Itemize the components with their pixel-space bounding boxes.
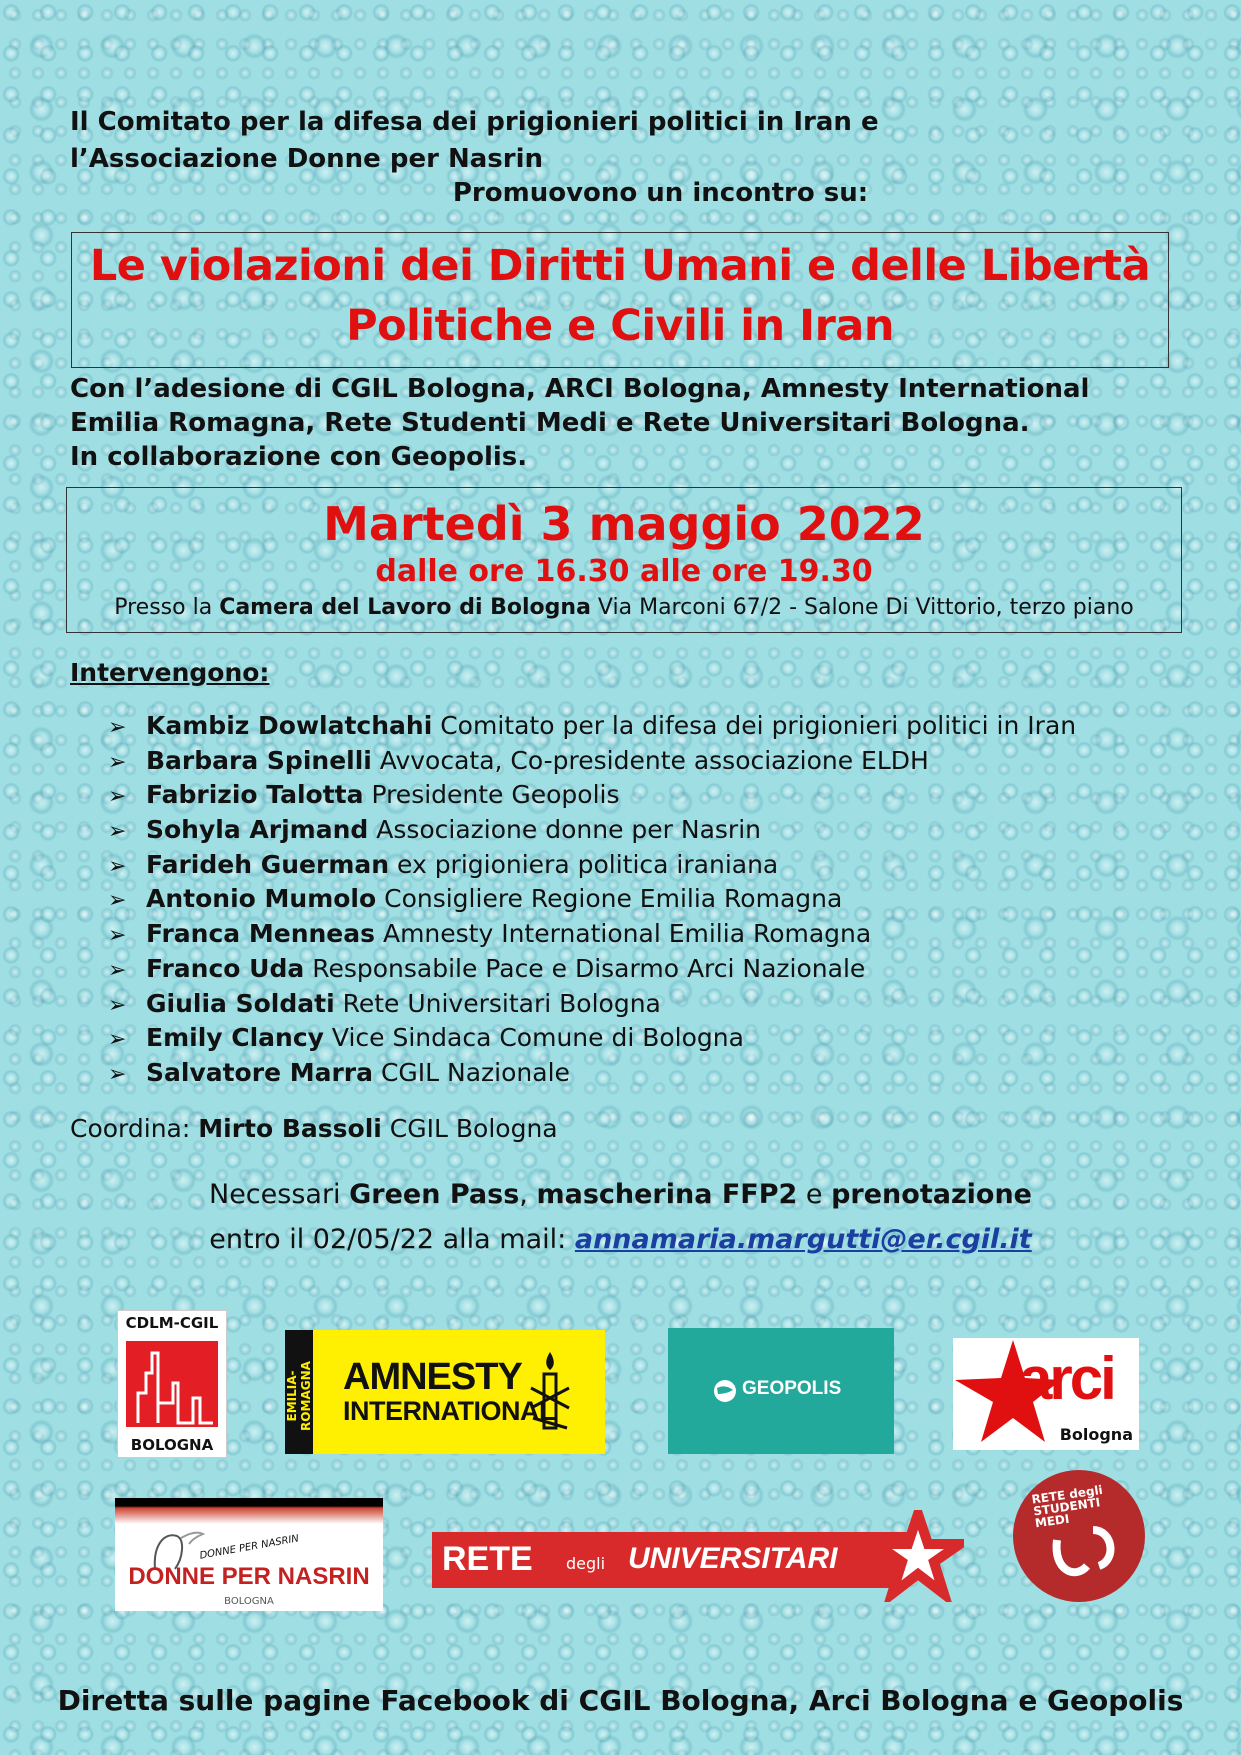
list-item	[108, 848, 1076, 883]
title-line-2: Politiche e Civili in Iran	[346, 301, 894, 351]
email-link[interactable]: annamaria.margutti@er.cgil.it	[574, 1224, 1032, 1255]
speaker-role: Associazione donne per Nasrin	[368, 815, 761, 845]
req-text-1: Necessari	[209, 1179, 350, 1210]
coordinator-prefix: Coordina:	[70, 1114, 199, 1143]
list-item	[108, 1056, 1076, 1091]
arrow-bullet-icon: ➢	[108, 715, 127, 740]
event-date: Martedì 3 maggio 2022	[323, 497, 925, 551]
speakers-list	[108, 709, 1076, 1091]
req-text-2: ,	[519, 1179, 537, 1210]
event-place	[67, 592, 1181, 624]
speaker-name: Franca Menneas	[146, 919, 376, 949]
coordinator	[70, 1114, 558, 1143]
adhesion-line-1: Con l’adesione di CGIL Bologna, ARCI Bologna, Amnesty International	[70, 374, 1090, 404]
donne-wordmark: DONNE PER NASRIN	[128, 1563, 370, 1590]
promo-text: Promuovono un incontro su:	[452, 178, 869, 208]
arrow-bullet-icon: ➢	[108, 1061, 127, 1087]
rete-universitari-logo	[432, 1510, 965, 1602]
arrow-bullet-icon: ➢	[108, 888, 127, 914]
speaker-role: ex prigioniera politica iraniana	[389, 849, 779, 879]
place-prefix: Presso la	[114, 595, 220, 620]
speaker-role: CGIL Nazionale	[373, 1057, 570, 1087]
arrow-bullet-icon: ➢	[108, 957, 127, 983]
mask-ffp2: mascherina FFP2	[536, 1179, 798, 1210]
event-title	[72, 236, 1168, 356]
list-item	[108, 987, 1076, 1022]
list-item	[108, 709, 1076, 744]
coordinator-role: CGIL Bologna	[381, 1114, 558, 1143]
req-deadline: entro il 02/05/22 alla mail:	[209, 1224, 575, 1255]
intro-line-1: Il Comitato per la difesa dei prigionieri politici in Iran e	[70, 107, 879, 137]
speaker-name: Emily Clancy	[146, 1023, 324, 1053]
international-word: INTERNATIONAL	[343, 1396, 555, 1426]
elephant-icon	[1013, 1470, 1145, 1602]
speaker-role: Consigliere Regione Emilia Romagna	[376, 884, 843, 914]
requirements-line-1	[0, 1172, 1241, 1217]
footer-text: Diretta sulle pagine Facebook di CGIL Bologna, Arci Bologna e Geopolis	[57, 1684, 1184, 1717]
geopolis-wordmark: GEOPOLIS	[742, 1378, 842, 1399]
list-item	[108, 952, 1076, 987]
intro-line-2: l’Associazione Donne per Nasrin	[70, 144, 543, 174]
title-box	[71, 232, 1169, 368]
booking: prenotazione	[831, 1179, 1032, 1210]
studenti-wordmark: RETE degli STUDENTI MEDI	[1030, 1482, 1104, 1531]
degli-word: degli	[566, 1554, 606, 1573]
arci-wordmark: arci	[1019, 1345, 1114, 1412]
requirements	[0, 1172, 1241, 1262]
candle-icon	[525, 1348, 575, 1438]
speaker-name: Giulia Soldati	[146, 988, 335, 1018]
green-pass: Green Pass	[349, 1179, 520, 1210]
arrow-bullet-icon: ➢	[108, 819, 127, 845]
list-item	[108, 744, 1076, 779]
speaker-name: Fabrizio Talotta	[146, 780, 364, 810]
cdlm-logo-top: CDLM-CGIL	[125, 1314, 219, 1332]
cdlm-logo-bottom: BOLOGNA	[130, 1436, 214, 1454]
universitari-word: UNIVERSITARI	[628, 1542, 838, 1575]
rete-studenti-medi-logo	[1013, 1470, 1145, 1602]
speaker-role: Avvocata, Co-presidente associazione ELDH	[371, 745, 929, 775]
event-hours: dalle ore 16.30 alle ore 19.30	[375, 554, 873, 589]
organizers-intro	[70, 104, 879, 178]
adhesion-line-3: In collaborazione con Geopolis.	[70, 442, 528, 472]
amnesty-logo	[285, 1330, 605, 1454]
rete-word: RETE	[442, 1540, 533, 1578]
list-item	[108, 917, 1076, 952]
adhesion-text	[70, 372, 1089, 474]
arci-logo	[953, 1338, 1139, 1450]
requirements-line-2	[0, 1217, 1241, 1262]
speakers-heading: Intervengono:	[70, 658, 270, 687]
donne-logo-band	[115, 1498, 383, 1524]
donne-city: BOLOGNA	[224, 1596, 274, 1607]
arci-city: Bologna	[1059, 1425, 1133, 1444]
coordinator-name: Mirto Bassoli	[198, 1114, 382, 1143]
speaker-role: Rete Universitari Bologna	[334, 988, 661, 1018]
arrow-bullet-icon: ➢	[108, 992, 127, 1018]
arrow-bullet-icon: ➢	[108, 923, 127, 949]
date-box	[66, 487, 1182, 633]
bologna-towers-icon	[118, 1333, 226, 1433]
place-name: Camera del Lavoro di Bologna	[219, 595, 591, 620]
list-item	[108, 1021, 1076, 1056]
speaker-name: Farideh Guerman	[146, 849, 390, 879]
title-line-1: Le violazioni dei Diritti Umani e delle Libertà	[89, 241, 1151, 291]
speaker-name: Barbara Spinelli	[146, 745, 372, 775]
geopolis-logo	[668, 1328, 894, 1454]
cdlm-cgil-logo	[117, 1310, 227, 1458]
list-item	[108, 882, 1076, 917]
speaker-role: Presidente Geopolis	[363, 780, 620, 810]
donne-small-text: DONNE PER NASRIN	[198, 1533, 300, 1562]
adhesion-line-2: Emilia Romagna, Rete Studenti Medi e Rete Universitari Bologna.	[70, 408, 1030, 438]
speaker-role: Responsabile Pace e Disarmo Arci Nazionale	[304, 953, 866, 983]
amnesty-region: EMILIA-ROMAGNA	[285, 1361, 313, 1431]
arrow-bullet-icon: ➢	[108, 853, 127, 879]
donne-per-nasrin-logo	[115, 1498, 383, 1611]
speaker-name: Kambiz Dowlatchahi	[146, 711, 433, 740]
speaker-name: Sohyla Arjmand	[146, 815, 369, 845]
globe-icon	[712, 1378, 738, 1404]
star-outline-icon	[872, 1510, 964, 1602]
promo-line	[0, 178, 1241, 208]
list-item	[108, 778, 1076, 813]
speaker-name: Franco Uda	[146, 953, 305, 983]
amnesty-side-band	[285, 1330, 313, 1454]
speaker-role: Comitato per la difesa dei prigionieri politici in Iran	[432, 711, 1077, 740]
list-item	[108, 813, 1076, 848]
place-suffix: Via Marconi 67/2 - Salone Di Vittorio, terzo piano	[590, 595, 1134, 620]
speaker-name: Antonio Mumolo	[146, 884, 377, 914]
req-text-3: e	[797, 1179, 832, 1210]
speaker-role: Vice Sindaca Comune di Bologna	[323, 1023, 744, 1053]
speaker-role: Amnesty International Emilia Romagna	[375, 919, 872, 949]
arrow-bullet-icon: ➢	[108, 784, 127, 810]
arrow-bullet-icon: ➢	[108, 1027, 127, 1053]
amnesty-wordmark	[343, 1356, 555, 1428]
arrow-bullet-icon: ➢	[108, 749, 127, 775]
amnesty-word: AMNESTY	[343, 1356, 522, 1398]
speaker-name: Salvatore Marra	[146, 1057, 374, 1087]
rete-universitari-bar	[432, 1532, 907, 1588]
